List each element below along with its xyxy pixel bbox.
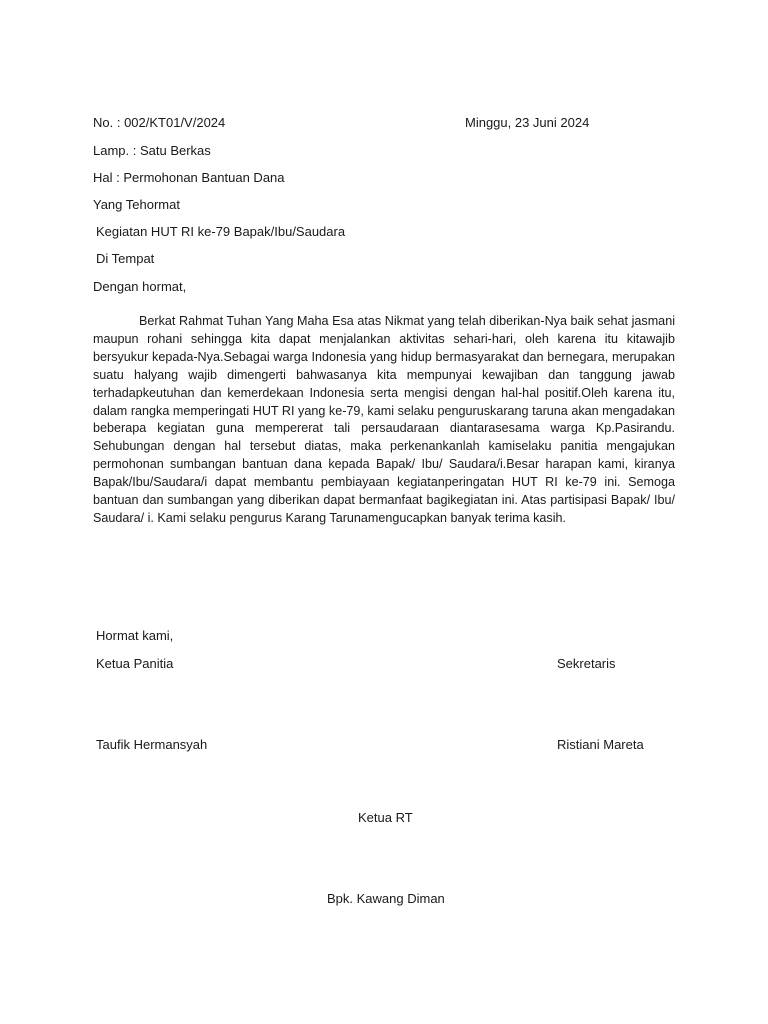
letter-attachment: Lamp. : Satu Berkas — [93, 143, 211, 158]
letter-number: No. : 002/KT01/V/2024 — [93, 115, 226, 130]
recipient-name: Kegiatan HUT RI ke-79 Bapak/Ibu/Saudara — [96, 224, 346, 239]
letter-date: Minggu, 23 Juni 2024 — [465, 115, 590, 130]
secretary-title: Sekretaris — [557, 656, 616, 671]
chair-title: Ketua Panitia — [96, 656, 174, 671]
letter-body: Berkat Rahmat Tuhan Yang Maha Esa atas Nikmat yang telah diberikan-Nya baik sehat jasmani maupun rohani sehingga kita dapat menjalankan aktivitas sehari-hari, oleh karena itu kitawajib bersyukur kepada-Nya.Sebagai warga Indonesia yang hidup bermasyarakat dan bernegara, merupakan suatu halyang wajib dimengerti bahwasanya kita mempunyai kewajiban dan tanggung jawab terhadapkeutuhan dan kemerdekaan Indonesia serta mengisi dengan hal-hal positif.Oleh karena itu, dalam rangka memperingati HUT RI yang ke-79, kami selaku penguruskarang taruna akan mengadakan beberapa kegiatan guna mempererat tali persaudaraan diantarasesama warga Kp.Pasirandu. Sehubungan dengan hal tersebut diatas, maka perkenankanlah kamiselaku panitia mengajukan permohonan sumbangan bantuan dana kepada Bapak/ Ibu/ Saudara/i.Besar harapan kami, kiranya Bapak/Ibu/Saudara/i dapat membantu pembiayaan kegiatanperingatan HUT RI ke-79 ini. Semoga bantuan dan sumbangan yang diberikan dapat bermanfaat bagikegiatan ini. Atas partisipasi Bapak/ Ibu/ Saudara/ i. Kami selaku pengurus Karang Tarunamengucapkan banyak terima kasih. — [93, 314, 675, 525]
rt-name: Bpk. Kawang Diman — [327, 891, 445, 906]
recipient-place: Di Tempat — [96, 251, 155, 266]
letter-subject: Hal : Permohonan Bantuan Dana — [93, 170, 285, 185]
chair-name: Taufik Hermansyah — [96, 737, 208, 752]
greeting: Dengan hormat, — [93, 279, 187, 294]
closing-regards: Hormat kami, — [96, 628, 174, 643]
rt-title: Ketua RT — [358, 810, 413, 825]
recipient-salutation: Yang Tehormat — [93, 197, 180, 212]
secretary-name: Ristiani Mareta — [557, 737, 644, 752]
